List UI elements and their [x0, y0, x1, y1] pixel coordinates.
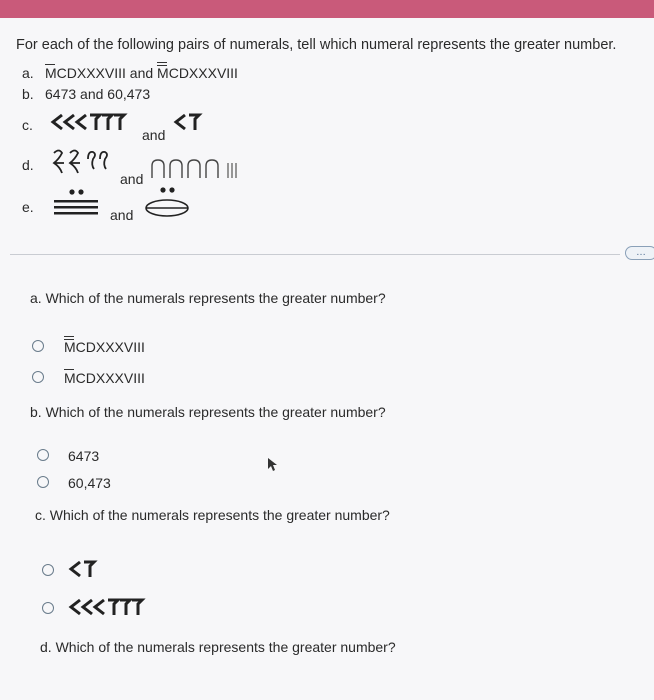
section-divider [10, 254, 620, 255]
question-a-prompt: a. Which of the numerals represents the greater number? [30, 290, 386, 306]
item-e-label: e. [22, 199, 34, 215]
item-a-text [45, 65, 238, 81]
item-c-and: and [142, 127, 166, 143]
egyptian-heel-glyph [150, 158, 270, 180]
question-a-option-1-radio[interactable] [32, 340, 44, 352]
item-d-and: and [120, 171, 144, 187]
question-c-option-1-radio[interactable] [42, 564, 54, 576]
babylonian-tens-glyph [173, 113, 213, 133]
question-c-option-1-label [68, 560, 108, 580]
item-a-roman1: MCDXXXVIII [45, 65, 126, 81]
question-c-option-2-label [68, 598, 158, 618]
mayan-shell-glyph [144, 184, 192, 220]
question-a-option-1-label: MCDXXXVIII [64, 339, 145, 355]
question-a-option-2-label: MCDXXXVIII [64, 370, 145, 386]
header-bar [0, 0, 654, 18]
question-a-option-2-radio[interactable] [32, 371, 44, 383]
question-d-prompt: d. Which of the numerals represents the greater number? [40, 639, 396, 655]
babylonian-tens-glyph [50, 113, 140, 133]
item-c-label: c. [22, 117, 33, 133]
item-d-label: d. [22, 157, 34, 173]
question-c-option-2-radio[interactable] [42, 602, 54, 614]
question-b-option-2-radio[interactable] [37, 476, 49, 488]
mayan-dots-glyph [52, 186, 102, 220]
mouse-cursor-icon [266, 457, 280, 473]
item-a-label: a. [22, 65, 34, 81]
problem-intro: For each of the following pairs of numerals, tell which numeral represents the greater number. [16, 37, 617, 53]
question-c-prompt: c. Which of the numerals represents the greater number? [35, 507, 390, 523]
item-b-label: b. [22, 86, 34, 102]
item-e-and: and [110, 207, 134, 223]
item-a-roman2: MCDXXXVIII [157, 65, 238, 81]
babylonian-ones-glyph [90, 115, 124, 130]
egyptian-coil-glyph [88, 152, 107, 169]
question-b-option-2-label: 60,473 [68, 475, 111, 491]
item-a-and: and [129, 65, 154, 81]
egyptian-lotus-glyph [50, 147, 120, 177]
item-b-text: 6473 and 60,473 [45, 86, 151, 102]
more-button[interactable]: … [625, 246, 654, 260]
question-b-option-1-label: 6473 [68, 448, 100, 464]
egyptian-stroke-glyph [228, 163, 236, 178]
question-b-prompt: b. Which of the numerals represents the greater number? [30, 404, 386, 420]
mayan-bars-glyph [54, 200, 98, 215]
question-b-option-1-radio[interactable] [37, 449, 49, 461]
